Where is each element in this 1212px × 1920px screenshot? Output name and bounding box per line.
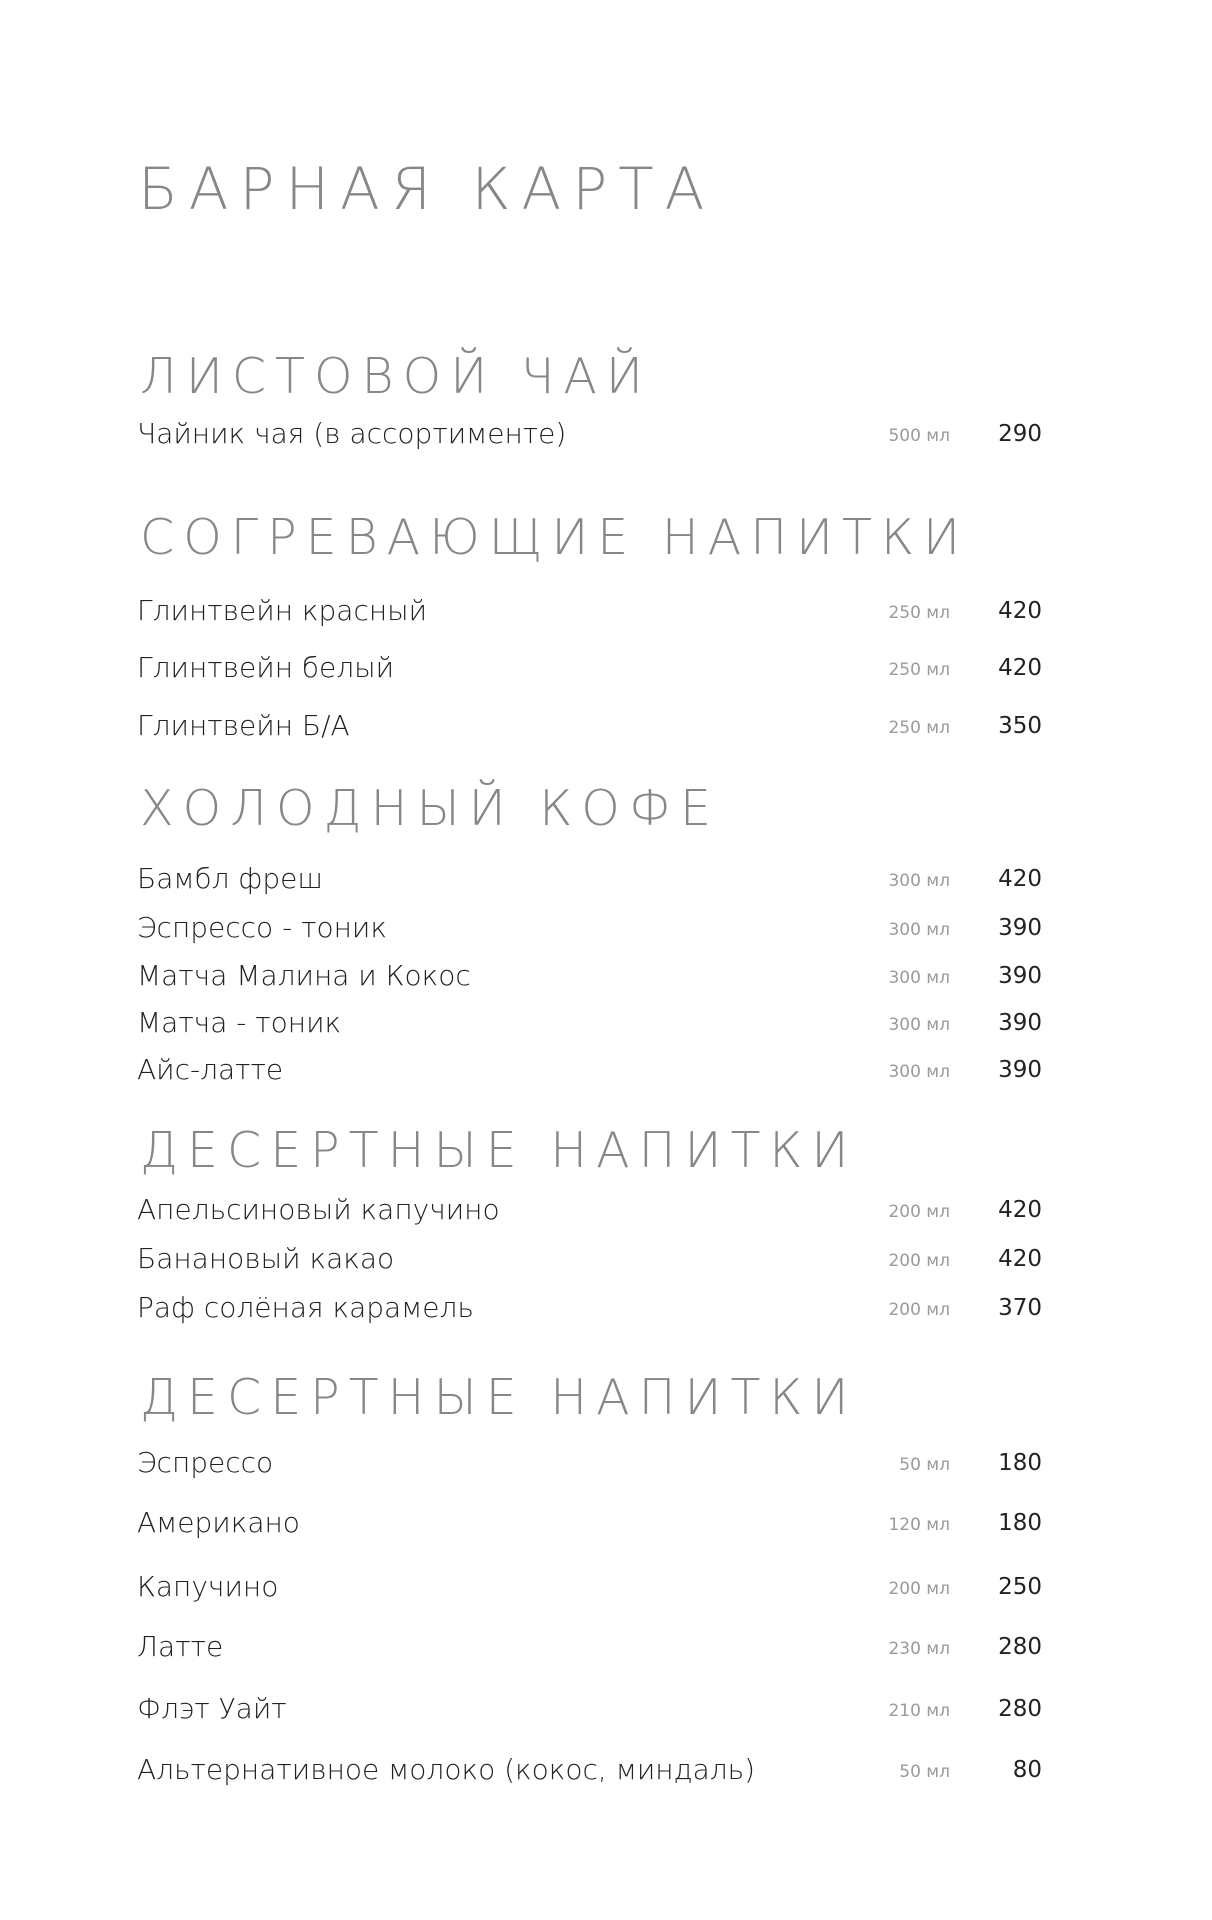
item-name: Матча - тоник — [137, 1006, 342, 1039]
item-price: 250 — [998, 1574, 1042, 1600]
menu-item — [0, 706, 1212, 746]
item-price: 420 — [998, 598, 1042, 624]
item-price: 420 — [998, 655, 1042, 681]
item-name: Капучино — [137, 1570, 279, 1603]
page-title: БАРНАЯ КАРТА — [138, 155, 716, 223]
item-volume: 250 мл — [888, 603, 950, 623]
section-title-leaf-tea: ЛИСТОВОЙ ЧАЙ — [140, 348, 652, 405]
item-name: Флэт Уайт — [137, 1692, 287, 1725]
menu-item — [0, 1190, 1212, 1230]
item-name: Американо — [137, 1506, 300, 1539]
item-price: 290 — [998, 421, 1042, 447]
item-price: 390 — [998, 915, 1042, 941]
item-name: Матча Малина и Кокос — [137, 959, 471, 992]
menu-item — [0, 1288, 1212, 1328]
item-volume: 230 мл — [888, 1639, 950, 1659]
item-volume: 200 мл — [888, 1202, 950, 1222]
item-name: Альтернативное молоко (кокос, миндаль) — [137, 1753, 756, 1786]
item-price: 390 — [998, 963, 1042, 989]
menu-item — [0, 1050, 1212, 1090]
item-name: Бамбл фреш — [137, 862, 324, 895]
item-volume: 120 мл — [888, 1515, 950, 1535]
item-volume: 200 мл — [888, 1579, 950, 1599]
item-volume: 50 мл — [899, 1455, 950, 1475]
menu-item — [0, 648, 1212, 688]
menu-item — [0, 1503, 1212, 1543]
menu-item — [0, 1443, 1212, 1483]
item-volume: 250 мл — [888, 718, 950, 738]
item-volume: 300 мл — [888, 920, 950, 940]
item-volume: 300 мл — [888, 1062, 950, 1082]
item-name: Эспрессо - тоник — [137, 911, 387, 944]
item-price: 350 — [998, 713, 1042, 739]
section-title-dessert-drinks-2: ДЕСЕРТНЫЕ НАПИТКИ — [140, 1369, 858, 1426]
item-volume: 500 мл — [888, 426, 950, 446]
menu-item — [0, 1750, 1212, 1790]
item-name: Латте — [137, 1630, 224, 1663]
section-title-cold-coffee: ХОЛОДНЫЙ КОФЕ — [140, 780, 720, 837]
section-title-dessert-drinks: ДЕСЕРТНЫЕ НАПИТКИ — [140, 1122, 858, 1179]
item-name: Глинтвейн красный — [137, 594, 428, 627]
menu-item — [0, 1627, 1212, 1667]
item-volume: 300 мл — [888, 968, 950, 988]
item-price: 280 — [998, 1696, 1042, 1722]
item-price: 180 — [998, 1450, 1042, 1476]
item-volume: 250 мл — [888, 660, 950, 680]
item-name: Глинтвейн белый — [137, 651, 395, 684]
section-title-warming-drinks: СОГРЕВАЮЩИЕ НАПИТКИ — [140, 509, 969, 566]
item-name: Раф солёная карамель — [137, 1291, 474, 1324]
item-name: Банановый какао — [137, 1242, 395, 1275]
item-price: 420 — [998, 1246, 1042, 1272]
item-volume: 50 мл — [899, 1762, 950, 1782]
menu-item — [0, 859, 1212, 899]
item-name: Айс-латте — [137, 1053, 284, 1086]
item-name: Апельсиновый капучино — [137, 1193, 500, 1226]
item-price: 180 — [998, 1510, 1042, 1536]
menu-item — [0, 414, 1212, 454]
item-name: Глинтвейн Б/А — [137, 709, 350, 742]
menu-item — [0, 1003, 1212, 1043]
item-volume: 300 мл — [888, 1015, 950, 1035]
menu-item — [0, 956, 1212, 996]
item-volume: 200 мл — [888, 1251, 950, 1271]
menu-item — [0, 591, 1212, 631]
item-name: Эспрессо — [137, 1446, 274, 1479]
item-volume: 210 мл — [888, 1701, 950, 1721]
item-price: 390 — [998, 1010, 1042, 1036]
item-price: 420 — [998, 866, 1042, 892]
item-name: Чайник чая (в ассортименте) — [137, 417, 567, 450]
item-price: 390 — [998, 1057, 1042, 1083]
item-price: 80 — [1012, 1757, 1042, 1783]
item-price: 280 — [998, 1634, 1042, 1660]
item-price: 370 — [998, 1295, 1042, 1321]
menu-item — [0, 908, 1212, 948]
item-price: 420 — [998, 1197, 1042, 1223]
menu-item — [0, 1567, 1212, 1607]
menu-item — [0, 1239, 1212, 1279]
menu-item — [0, 1689, 1212, 1729]
item-volume: 200 мл — [888, 1300, 950, 1320]
item-volume: 300 мл — [888, 871, 950, 891]
